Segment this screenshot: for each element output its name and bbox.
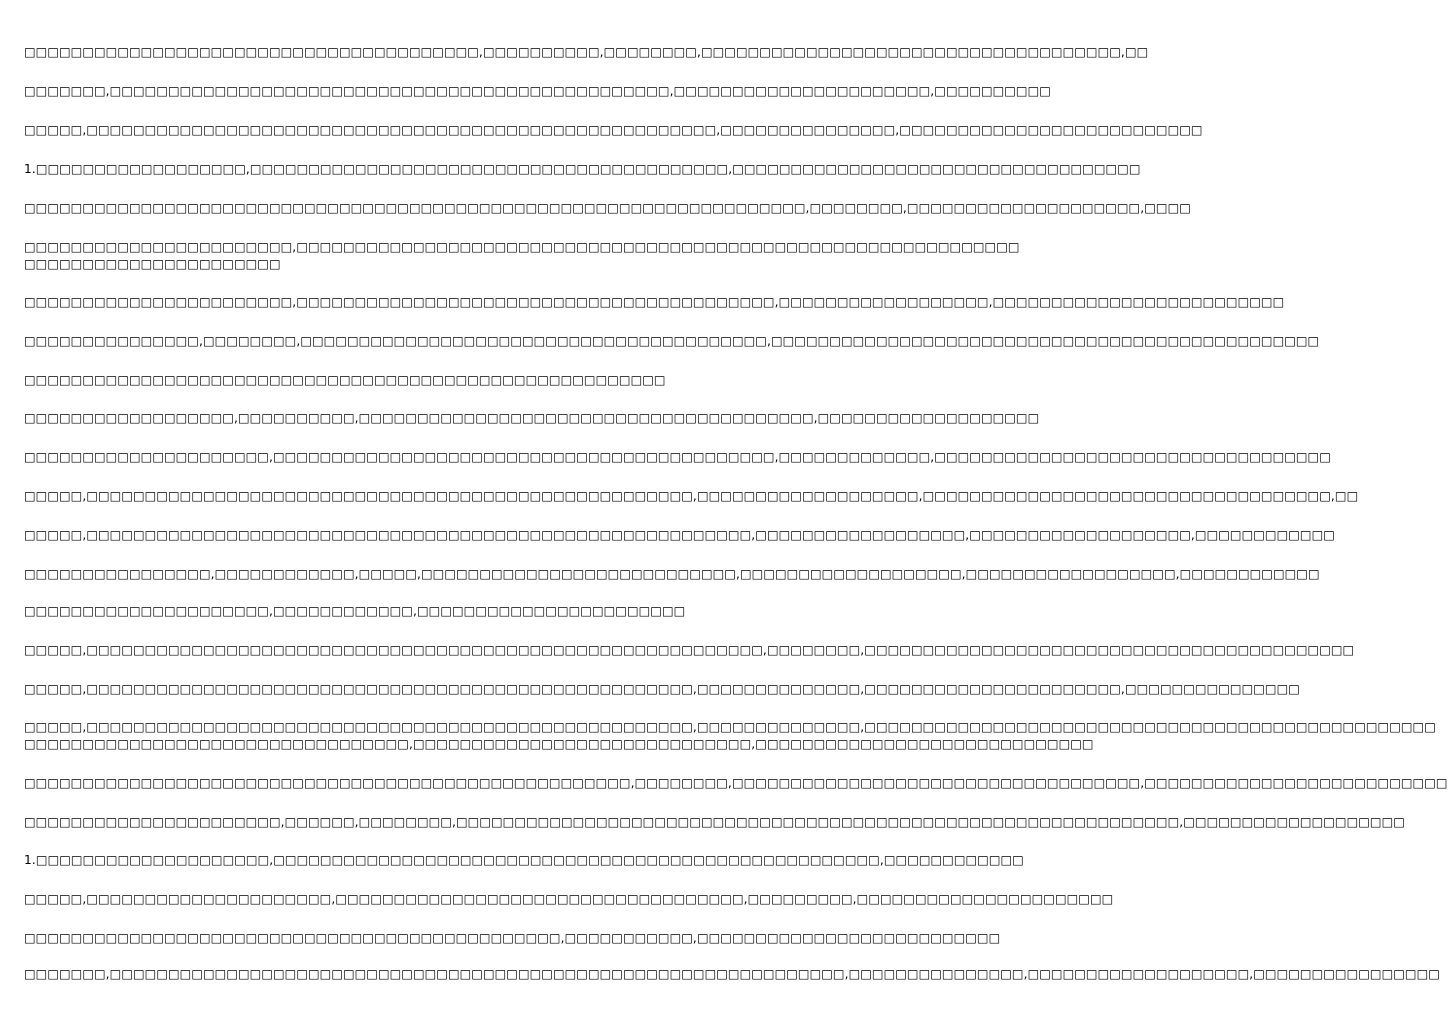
paragraph bbox=[24, 852, 1024, 869]
text-line: □□□□□□□□□□□□□□□,□□□□□□□□,□□□□□□□□□□□□□□□□□□□□□□□□□□□□□□□□□□□□□□□□,□□□□□□□□□□□□□□□□□□□□□□□□□□□□□□□□□□□□□□□□□□□□□□□ bbox=[24, 334, 1320, 348]
paragraph bbox=[24, 488, 1359, 505]
paragraph bbox=[24, 161, 1141, 178]
text-line: □□□□□,□□□□□□□□□□□□□□□□□□□□□□□□□□□□□□□□□□□□□□□□□□□□□□□□□□□□□□,□□□□□□□□□□□□□□□,□□□□□□□□□□□□□□□□□□□□□□□□□□ bbox=[24, 123, 1203, 137]
paragraph bbox=[24, 681, 1300, 698]
paragraph bbox=[24, 372, 696, 389]
text-line: □□□□□□□,□□□□□□□□□□□□□□□□□□□□□□□□□□□□□□□□□□□□□□□□□□□□□□□□,□□□□□□□□□□□□□□□□□□□□□□,□□□□□□□□□□ bbox=[24, 84, 1051, 98]
paragraph bbox=[24, 410, 1040, 427]
text-line: □□□□□□□□□□□□□□□□□□□□□□□□□□□□□□□□□□□□□□□□□□□□□□□□□□□□,□□□□□□□□,□□□□□□□□□□□□□□□□□□□□□□□□□□□□□□□□□□□,□□□□□□□□□□□□□□□□□□□□□□□□□□ bbox=[24, 776, 1448, 790]
paragraph bbox=[24, 239, 1020, 273]
paragraph bbox=[24, 775, 1448, 792]
text-line: □□□□□□□□□□□□□□□□□□□□□□□□□□□□□□□□□□□□□□□□□□□□□□,□□□□□□□□□□□,□□□□□□□□□□□□□□□□□□□□□□□□□□ bbox=[24, 931, 1001, 945]
text-line: □□□□□□□□□□□□□□□□□□□□□□□□□□□□□□□□□,□□□□□□□□□□□□□□□□□□□□□□□□□□□□□,□□□□□□□□□□□□□□□□□□□□□□□□□□□□□ bbox=[24, 737, 1094, 751]
text-line: □□□□□,□□□□□□□□□□□□□□□□□□□□□□□□□□□□□□□□□□□□□□□□□□□□□□□□□□□□□□□□□,□□□□□□□□□□□□□□□□□□,□□□□□□□□□□□□□□□□□□□,□□□□□□□□□□□□ bbox=[24, 528, 1335, 542]
paragraph bbox=[24, 603, 696, 620]
text-line: □□□□□□□□□□□□□□□□□□□□□,□□□□□□□□□□□□□□□□□□□□□□□□□□□□□□□□□□□□□□□□□□□,□□□□□□□□□□□□□,□□□□□□□□□□□□□□□□□□□□□□□□□□□□□□□□□□ bbox=[24, 450, 1331, 464]
paragraph bbox=[24, 294, 1285, 311]
text-line: 1.□□□□□□□□□□□□□□□□□□,□□□□□□□□□□□□□□□□□□□□□□□□□□□□□□□□□□□□□□□□□,□□□□□□□□□□□□□□□□□□□□□□□□□□□□□□□□□□□ bbox=[24, 162, 1141, 176]
paragraph bbox=[24, 122, 1203, 139]
paragraph bbox=[24, 930, 1001, 947]
paragraph bbox=[24, 449, 1331, 466]
text-line: □□□□□□□□□□□□□□□□□□□□□□□,□□□□□□□□□□□□□□□□□□□□□□□□□□□□□□□□□□□□□□□□□,□□□□□□□□□□□□□□□□□□,□□□□□□□□□□□□□□□□□□□□□□□□□ bbox=[24, 295, 1285, 309]
paragraph bbox=[24, 719, 1436, 753]
text-line: □□□□□,□□□□□□□□□□□□□□□□□□□□□□□□□□□□□□□□□□□□□□□□□□□□□□□□□□□□,□□□□□□□□□□□□□□,□□□□□□□□□□□□□□□□□□□□□□,□□□□□□□□□□□□□□□ bbox=[24, 682, 1300, 696]
text-line: □□□□□□□□□□□□□□□□□□□□□□□□□□□□□□□□□□□□□□□□□□□□□□□□□□□□□□□□□□□□□□□□□□□,□□□□□□□□,□□□□□□□□□□□□□□□□□□□□,□□□□ bbox=[24, 201, 1191, 215]
text-line: 1.□□□□□□□□□□□□□□□□□□□□,□□□□□□□□□□□□□□□□□□□□□□□□□□□□□□□□□□□□□□□□□□□□□□□□□□□□,□□□□□□□□□□□□ bbox=[24, 853, 1024, 867]
text-line: □□□□□,□□□□□□□□□□□□□□□□□□□□□□□□□□□□□□□□□□□□□□□□□□□□□□□□□□□□,□□□□□□□□□□□□□□,□□□□□□□□□□□□□□□□□□□□□□□□□□□□□□□□□□□□□□□□□□□□□□□□□ bbox=[24, 720, 1436, 734]
text-line: □□□□□□□,□□□□□□□□□□□□□□□□□□□□□□□□□□□□□□□□□□□□□□□□□□□□□□□□□□□□□□□□□□□□□□□,□□□□□□□□□□□□□□□,□□□□□□□□□□□□□□□□□□□,□□□□□□□□□□□□□□□□ bbox=[24, 967, 1440, 981]
text-line: □□□□□,□□□□□□□□□□□□□□□□□□□□□□□□□□□□□□□□□□□□□□□□□□□□□□□□□□□□□□□□□□,□□□□□□□□,□□□□□□□□□□□□□□□□□□□□□□□□□□□□□□□□□□□□□□□□□□ bbox=[24, 643, 1355, 657]
paragraph bbox=[24, 966, 1440, 983]
paragraph bbox=[24, 200, 1191, 217]
text-line: □□□□□,□□□□□□□□□□□□□□□□□□□□□,□□□□□□□□□□□□□□□□□□□□□□□□□□□□□□□□□□□,□□□□□□□□□,□□□□□□□□□□□□□□□□□□□□□□ bbox=[24, 892, 1114, 906]
paragraph bbox=[24, 83, 1051, 100]
paragraph bbox=[24, 814, 1405, 831]
paragraph bbox=[24, 566, 1320, 583]
text-line: □□□□□□□□□□□□□□□□□□□□□□□□□□□□□□□□□□□□□□□,□□□□□□□□□□,□□□□□□□□,□□□□□□□□□□□□□□□□□□□□□□□□□□□□□□□□□□□□,□□ bbox=[24, 45, 1149, 59]
paragraph bbox=[24, 333, 1320, 350]
text-line: □□□□□□□□□□□□□□□□□□□□□□ bbox=[24, 257, 281, 271]
paragraph bbox=[24, 527, 1335, 544]
text-line: □□□□□□□□□□□□□□□□□□□□□□,□□□□□□,□□□□□□□□,□□□□□□□□□□□□□□□□□□□□□□□□□□□□□□□□□□□□□□□□□□□□□□□□□□□□□□□□□□□□□□,□□□□□□□□□□□□□□□□□□□ bbox=[24, 815, 1405, 829]
text-line: □□□□□□□□□□□□□□□□□□□□□□□,□□□□□□□□□□□□□□□□□□□□□□□□□□□□□□□□□□□□□□□□□□□□□□□□□□□□□□□□□□□□□□ bbox=[24, 240, 1020, 254]
text-line: □□□□□□□□□□□□□□□□□□□□□□□□□□□□□□□□□□□□□□□□□□□□□□□□□□□□□□□ bbox=[24, 373, 666, 387]
paragraph bbox=[24, 44, 1149, 61]
paragraph bbox=[24, 642, 1355, 659]
text-line: □□□□□□□□□□□□□□□□□□,□□□□□□□□□□,□□□□□□□□□□□□□□□□□□□□□□□□□□□□□□□□□□□□□□□,□□□□□□□□□□□□□□□□□□□ bbox=[24, 411, 1040, 425]
paragraph bbox=[24, 891, 1114, 908]
text-line: □□□□□,□□□□□□□□□□□□□□□□□□□□□□□□□□□□□□□□□□□□□□□□□□□□□□□□□□□□,□□□□□□□□□□□□□□□□□□□,□□□□□□□□□□□□□□□□□□□□□□□□□□□□□□□□□□□,□□ bbox=[24, 489, 1359, 503]
text-line: □□□□□□□□□□□□□□□□□□□□□,□□□□□□□□□□□□,□□□□□□□□□□□□□□□□□□□□□□□ bbox=[24, 604, 686, 618]
text-line: □□□□□□□□□□□□□□□□,□□□□□□□□□□□□,□□□□□,□□□□□□□□□□□□□□□□□□□□□□□□□□□,□□□□□□□□□□□□□□□□□□□,□□□□□□□□□□□□□□□□□□,□□□□□□□□□□□□ bbox=[24, 567, 1320, 581]
